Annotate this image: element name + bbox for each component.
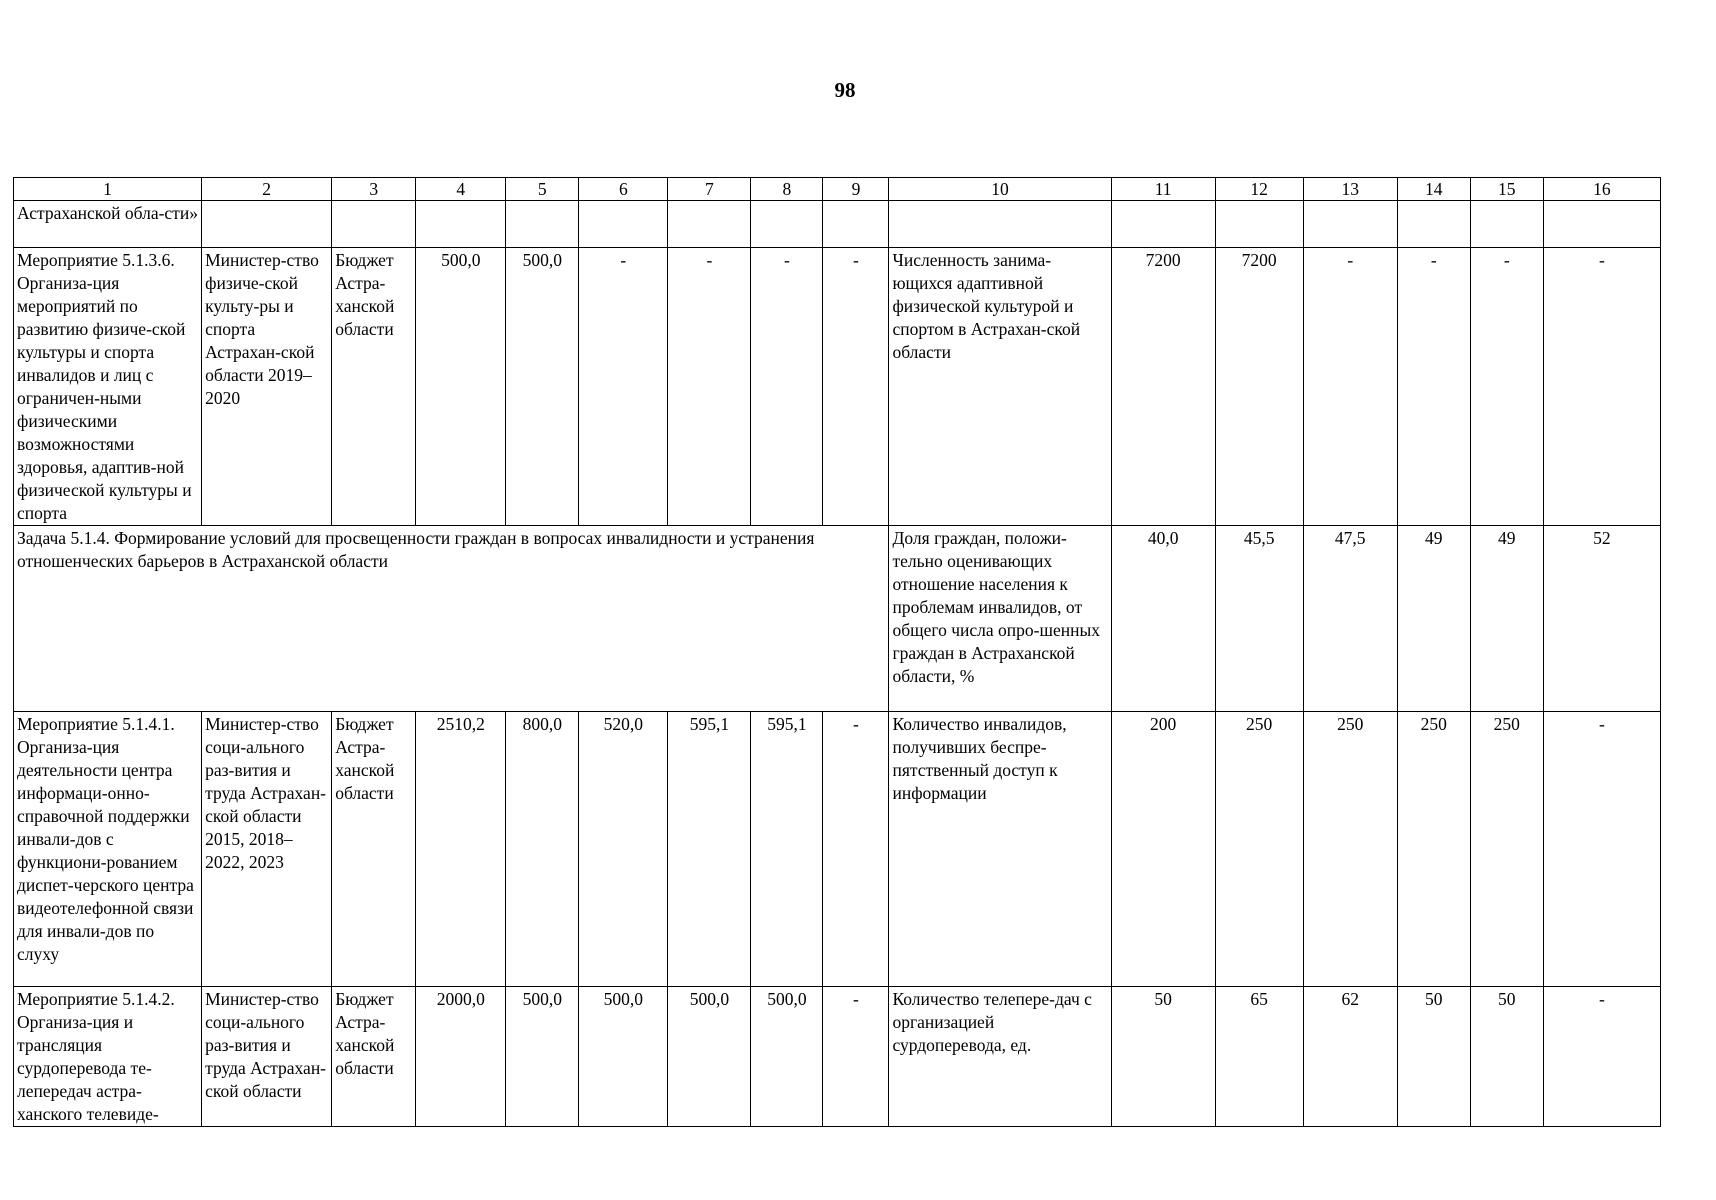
indicator: Количество инвалидов, получивших беспре-пятственный доступ к информации: [889, 712, 1111, 987]
column-number: 7: [668, 178, 751, 201]
table-cell: -: [1470, 248, 1543, 526]
table-cell: -: [823, 248, 889, 526]
table-cell: [1111, 201, 1215, 248]
funding-source: Бюджет Астра-ханской области: [332, 712, 416, 987]
indicator: Количество телепере-дач с организацией сурдоперевода, ед.: [889, 987, 1111, 1127]
table-cell: -: [1543, 248, 1660, 526]
page-number: 98: [834, 78, 856, 102]
column-number: 11: [1111, 178, 1215, 201]
table-cell: Астраханской обла-сти»: [14, 201, 202, 248]
table-cell: 7200: [1111, 248, 1215, 526]
table-cell: 200: [1111, 712, 1215, 987]
table-cell: -: [1543, 712, 1660, 987]
table-cell: 49: [1397, 526, 1470, 712]
column-number: 1: [14, 178, 202, 201]
table-row: [14, 712, 1661, 987]
measure-name: Мероприятие 5.1.4.1. Организа-ция деятельности центра информаци-онно-справочной поддержки инвали-дов с функциони-рованием диспет-черского центра видеотелефонной связи для инвали-дов по слуху: [14, 712, 202, 987]
table-cell: 250: [1397, 712, 1470, 987]
table-cell: [506, 201, 579, 248]
column-number: 4: [416, 178, 506, 201]
table-cell: [751, 201, 823, 248]
table-cell: 50: [1397, 987, 1470, 1127]
table-cell: [1543, 201, 1660, 248]
column-number: 9: [823, 178, 889, 201]
table-cell: 45,5: [1215, 526, 1303, 712]
table-cell: 2000,0: [416, 987, 506, 1127]
table-cell: -: [1303, 248, 1397, 526]
table-cell: 50: [1470, 987, 1543, 1127]
table-cell: 40,0: [1111, 526, 1215, 712]
column-numbers-row: [14, 178, 1661, 201]
column-number: 13: [1303, 178, 1397, 201]
table-cell: 62: [1303, 987, 1397, 1127]
table-cell: [1215, 201, 1303, 248]
column-number: 5: [506, 178, 579, 201]
table-cell: [668, 201, 751, 248]
table-cell: -: [1543, 987, 1660, 1127]
table-cell: 2510,2: [416, 712, 506, 987]
table-cell: [823, 201, 889, 248]
table-cell: 500,0: [506, 248, 579, 526]
table-cell: 595,1: [751, 712, 823, 987]
table-cell: [332, 201, 416, 248]
table-row: [14, 201, 1661, 248]
table-cell: [1397, 201, 1470, 248]
task-title: Задача 5.1.4. Формирование условий для просвещенности граждан в вопросах инвалидности и устранения отношенческих барьеров в Астраханской области: [14, 526, 889, 712]
table-cell: 520,0: [579, 712, 668, 987]
table-cell: -: [1397, 248, 1470, 526]
table-cell: 595,1: [668, 712, 751, 987]
table-cell: -: [823, 987, 889, 1127]
table-cell: 47,5: [1303, 526, 1397, 712]
table-cell: [579, 201, 668, 248]
table-row: [14, 526, 1661, 712]
table-cell: 500,0: [579, 987, 668, 1127]
column-number: 10: [889, 178, 1111, 201]
table-cell: 52: [1543, 526, 1660, 712]
measure-name: Мероприятие 5.1.3.6. Организа-ция мероприятий по развитию физиче-ской культуры и спорта инвалидов и лиц с ограничен-ными физическими возможностями здоровья, адаптив-ной физической культуры и спорта: [14, 248, 202, 526]
executor: Министер-ство соци-ального раз-вития и труда Астрахан-ской области 2015, 2018–2022, 2023: [202, 712, 332, 987]
column-number: 3: [332, 178, 416, 201]
program-table: [13, 177, 1661, 1127]
indicator: Численность занима-ющихся адаптивной физической культурой и спортом в Астрахан-ской области: [889, 248, 1111, 526]
table-cell: -: [751, 248, 823, 526]
table-cell: 50: [1111, 987, 1215, 1127]
table-cell: 800,0: [506, 712, 579, 987]
table-row: [14, 987, 1661, 1127]
executor: Министер-ство соци-ального раз-вития и труда Астрахан-ской области: [202, 987, 332, 1127]
column-number: 15: [1470, 178, 1543, 201]
column-number: 14: [1397, 178, 1470, 201]
table-cell: -: [579, 248, 668, 526]
table-cell: 500,0: [751, 987, 823, 1127]
indicator: Доля граждан, положи-тельно оценивающих отношение населения к проблемам инвалидов, от общего числа опро-шенных граждан в Астраханской области, %: [889, 526, 1111, 712]
table-row: [14, 248, 1661, 526]
table-cell: [889, 201, 1111, 248]
table-cell: -: [668, 248, 751, 526]
table-cell: [416, 201, 506, 248]
column-number: 12: [1215, 178, 1303, 201]
table-cell: 500,0: [668, 987, 751, 1127]
table-cell: 250: [1470, 712, 1543, 987]
table-cell: 500,0: [506, 987, 579, 1127]
table-cell: 250: [1215, 712, 1303, 987]
table-cell: [1303, 201, 1397, 248]
table-cell: 49: [1470, 526, 1543, 712]
table-cell: 65: [1215, 987, 1303, 1127]
table-cell: [202, 201, 332, 248]
table-cell: 500,0: [416, 248, 506, 526]
table-cell: -: [823, 712, 889, 987]
funding-source: Бюджет Астра-ханской области: [332, 248, 416, 526]
table-cell: 7200: [1215, 248, 1303, 526]
table-cell: [1470, 201, 1543, 248]
table-cell: 250: [1303, 712, 1397, 987]
measure-name: Мероприятие 5.1.4.2. Организа-ция и трансляция сурдоперевода те-лепередач астра-ханского телевиде-: [14, 987, 202, 1127]
column-number: 8: [751, 178, 823, 201]
column-number: 6: [579, 178, 668, 201]
executor: Министер-ство физиче-ской культу-ры и спорта Астрахан-ской области 2019–2020: [202, 248, 332, 526]
column-number: 2: [202, 178, 332, 201]
column-number: 16: [1543, 178, 1660, 201]
funding-source: Бюджет Астра-ханской области: [332, 987, 416, 1127]
